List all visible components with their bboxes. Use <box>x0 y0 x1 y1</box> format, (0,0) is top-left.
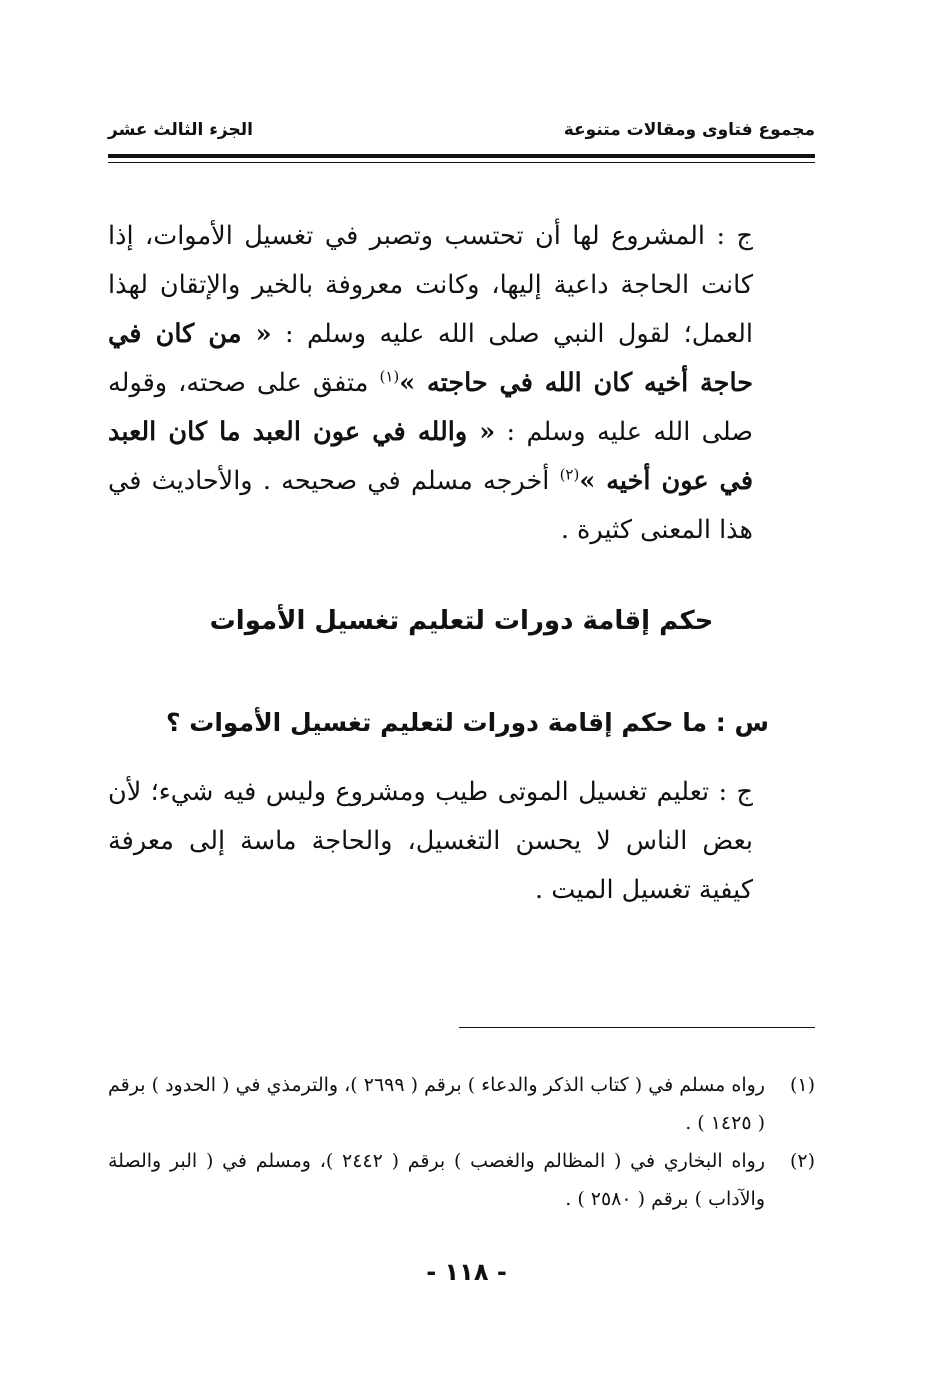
answer-text: أخرجه مسلم في صحيحه . والأحاديث في هذا المعنى كثيرة . <box>108 466 753 545</box>
book-title: مجموع فتاوى ومقالات متنوعة <box>563 120 815 140</box>
footnote-marker-1: (١) <box>379 367 400 386</box>
footnote-item <box>108 1066 815 1142</box>
answer-paragraph-2: ج : تعليم تغسيل الموتى طيب ومشروع وليس فيه شيء؛ لأن بعض الناس لا يحسن التغسيل، والحاجة ماسة إلى معرفة كيفية تغسيل الميت . <box>108 777 753 905</box>
answer-text: ج : المشروع لها أن تحتسب وتصبر في تغسيل الأموات، إذا كانت الحاجة داعية إليها، وكانت معروفة بالخير والإتقان لهذا العمل؛ لقول النبي صلى الله عليه وسلم : <box>108 221 753 349</box>
header-rule-thin <box>108 162 815 163</box>
footnote-text: رواه البخاري في ( المظالم والغصب ) برقم ( ٢٤٤٢ )، ومسلم في ( البر والصلة والآداب ) برقم ( ٢٥٨٠ ) . <box>108 1150 765 1210</box>
footnote-marker-2: (٢) <box>559 465 580 484</box>
footnote-separator <box>459 1027 815 1028</box>
question: س : ما حكم إقامة دورات لتعليم تغسيل الأموات ؟ <box>166 708 769 737</box>
volume-label: الجزء الثالث عشر <box>108 120 253 140</box>
answer-text: متفق على صحته، وقوله صلى الله عليه وسلم : <box>108 368 753 447</box>
footnote-number: (١) <box>789 1074 815 1096</box>
hadith-quote-1: « من كان في حاجة أخيه كان الله في حاجته » <box>108 319 753 398</box>
header-rule-thick <box>108 154 815 158</box>
section-title: حكم إقامة دورات لتعليم تغسيل الأموات <box>209 606 714 636</box>
footnote-text: رواه مسلم في ( كتاب الذكر والدعاء ) برقم ( ٢٦٩٩ )، والترمذي في ( الحدود ) برقم ( ١٤٢٥ ) . <box>108 1074 765 1134</box>
footnote-number: (٢) <box>789 1150 815 1172</box>
hadith-quote-2: « والله في عون العبد ما كان العبد في عون أخيه » <box>108 417 754 496</box>
running-header <box>108 116 815 156</box>
answer-paragraph-1 <box>108 212 815 555</box>
footnotes <box>108 1066 815 1218</box>
footnote-item <box>108 1142 815 1218</box>
page-number: - ١١٨ - <box>426 1258 507 1286</box>
